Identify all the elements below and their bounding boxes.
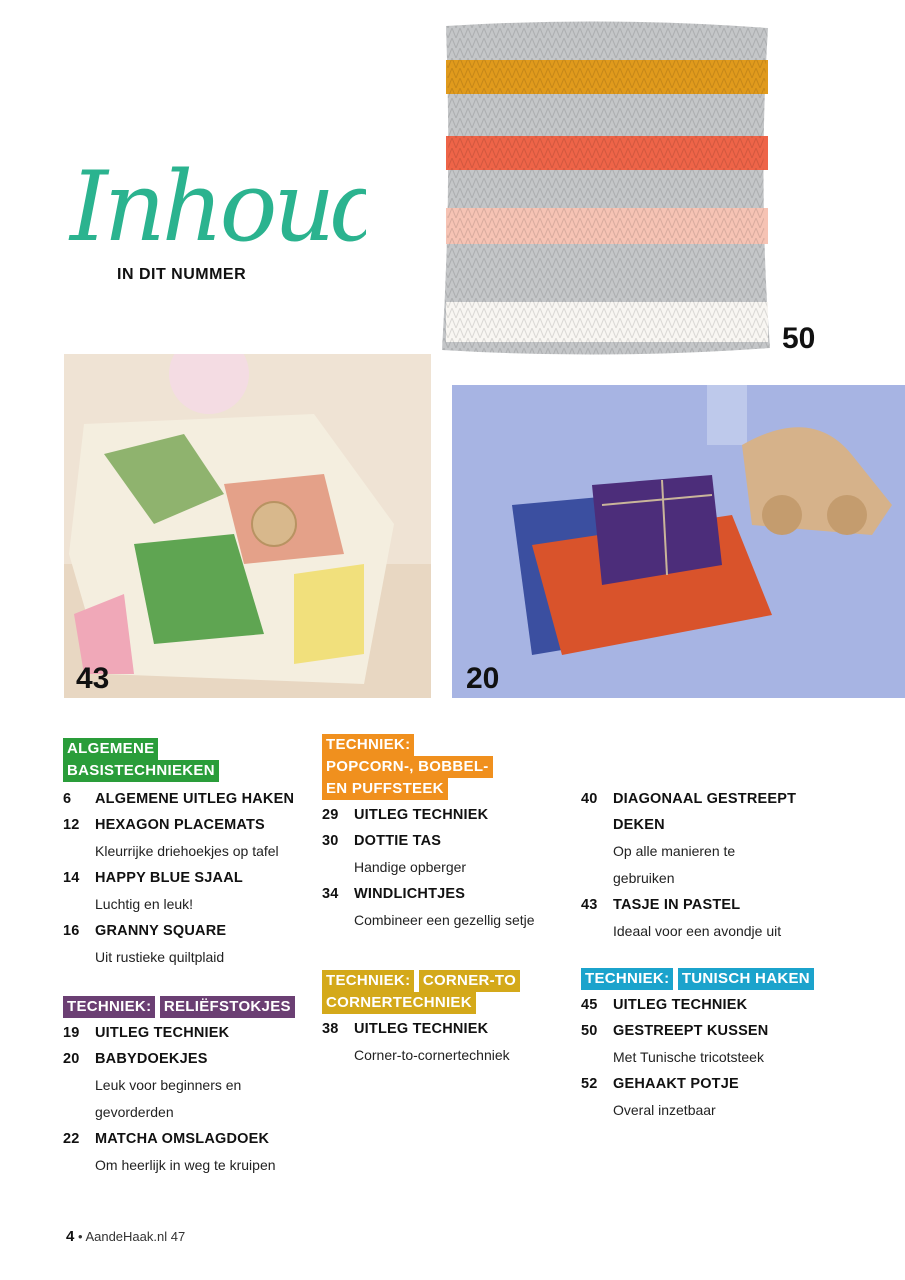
section-popcorn bbox=[322, 734, 572, 934]
svg-text:Inhoud: Inhoud bbox=[70, 151, 366, 263]
tasje-page-number: 43 bbox=[76, 662, 110, 695]
list-item[interactable]: 50 GESTREEPT KUSSEN Met Tunische tricotsteek bbox=[581, 1023, 769, 1065]
list-item[interactable]: 19 UITLEG TECHNIEK bbox=[63, 1025, 230, 1041]
section-reliefstokjes bbox=[63, 996, 313, 1179]
list-item[interactable]: 34 WINDLICHTJES Combineer een gezellig setje bbox=[322, 886, 535, 928]
inhoud-script-title bbox=[66, 140, 366, 270]
babydoekjes-page-number: 20 bbox=[466, 662, 500, 695]
list-item[interactable]: 30 DOTTIE TAS Handige opberger bbox=[322, 833, 467, 875]
list-item[interactable]: 52 GEHAAKT POTJE Overal inzetbaar bbox=[581, 1076, 739, 1118]
tasje-photo bbox=[64, 354, 431, 698]
list-item[interactable]: 16 GRANNY SQUARE Uit rustieke quiltplaid bbox=[63, 923, 227, 965]
list-item[interactable]: 40 DIAGONAAL GESTREEPT bbox=[581, 791, 797, 807]
section-continued bbox=[581, 786, 841, 945]
list-item[interactable]: 43 TASJE IN PASTEL Ideaal voor een avondje uit bbox=[581, 897, 782, 939]
list-item[interactable]: 22 MATCHA OMSLAGDOEK Om heerlijk in weg te kruipen bbox=[63, 1131, 276, 1173]
footer-bullet: • bbox=[77, 1229, 83, 1244]
pouch-image bbox=[64, 354, 431, 698]
section-tunisch bbox=[581, 968, 841, 1124]
section-heading: TECHNIEK: POPCORN-, BOBBEL- EN PUFFSTEEK bbox=[322, 734, 572, 800]
list-item[interactable]: 14 HAPPY BLUE SJAAL Luchtig en leuk! bbox=[63, 870, 243, 912]
page-title bbox=[66, 140, 366, 270]
list-item[interactable]: 12 HEXAGON PLACEMATS Kleurrijke driehoekjes op tafel bbox=[63, 817, 279, 859]
list-item[interactable]: 6 ALGEMENE UITLEG HAKEN bbox=[63, 791, 295, 807]
footer-site: AandeHaak.nl 47 bbox=[85, 1229, 186, 1244]
list-item[interactable]: 45 UITLEG TECHNIEK bbox=[581, 997, 748, 1013]
page-footer bbox=[66, 1228, 185, 1245]
footer-page-number: 4 bbox=[66, 1228, 75, 1245]
kussen-page-number: 50 bbox=[782, 322, 816, 355]
babydoekjes-photo bbox=[452, 385, 905, 698]
section-heading: TECHNIEK: TUNISCH HAKEN bbox=[581, 968, 814, 990]
cushion-image bbox=[436, 18, 776, 358]
list-item[interactable]: DEKEN Op alle manieren te gebruiken bbox=[613, 817, 736, 886]
list-item[interactable]: 29 UITLEG TECHNIEK bbox=[322, 807, 489, 823]
section-c2c bbox=[322, 970, 572, 1069]
babydoekjes-image bbox=[452, 385, 905, 698]
section-heading: TECHNIEK: CORNER-TO CORNERTECHNIEK bbox=[322, 970, 572, 1014]
list-item[interactable]: 20 BABYDOEKJES Leuk voor beginners en gevorderden bbox=[63, 1051, 242, 1120]
section-heading: TECHNIEK: RELIËFSTOKJES bbox=[63, 996, 295, 1018]
section-basistechnieken bbox=[63, 738, 313, 971]
kussen-photo bbox=[436, 18, 776, 358]
list-item[interactable]: 38 UITLEG TECHNIEK Corner-to-cornertechniek bbox=[322, 1021, 510, 1063]
page-subtitle: IN DIT NUMMER bbox=[117, 266, 247, 283]
section-heading: ALGEMENE BASISTECHNIEKEN bbox=[63, 738, 313, 782]
